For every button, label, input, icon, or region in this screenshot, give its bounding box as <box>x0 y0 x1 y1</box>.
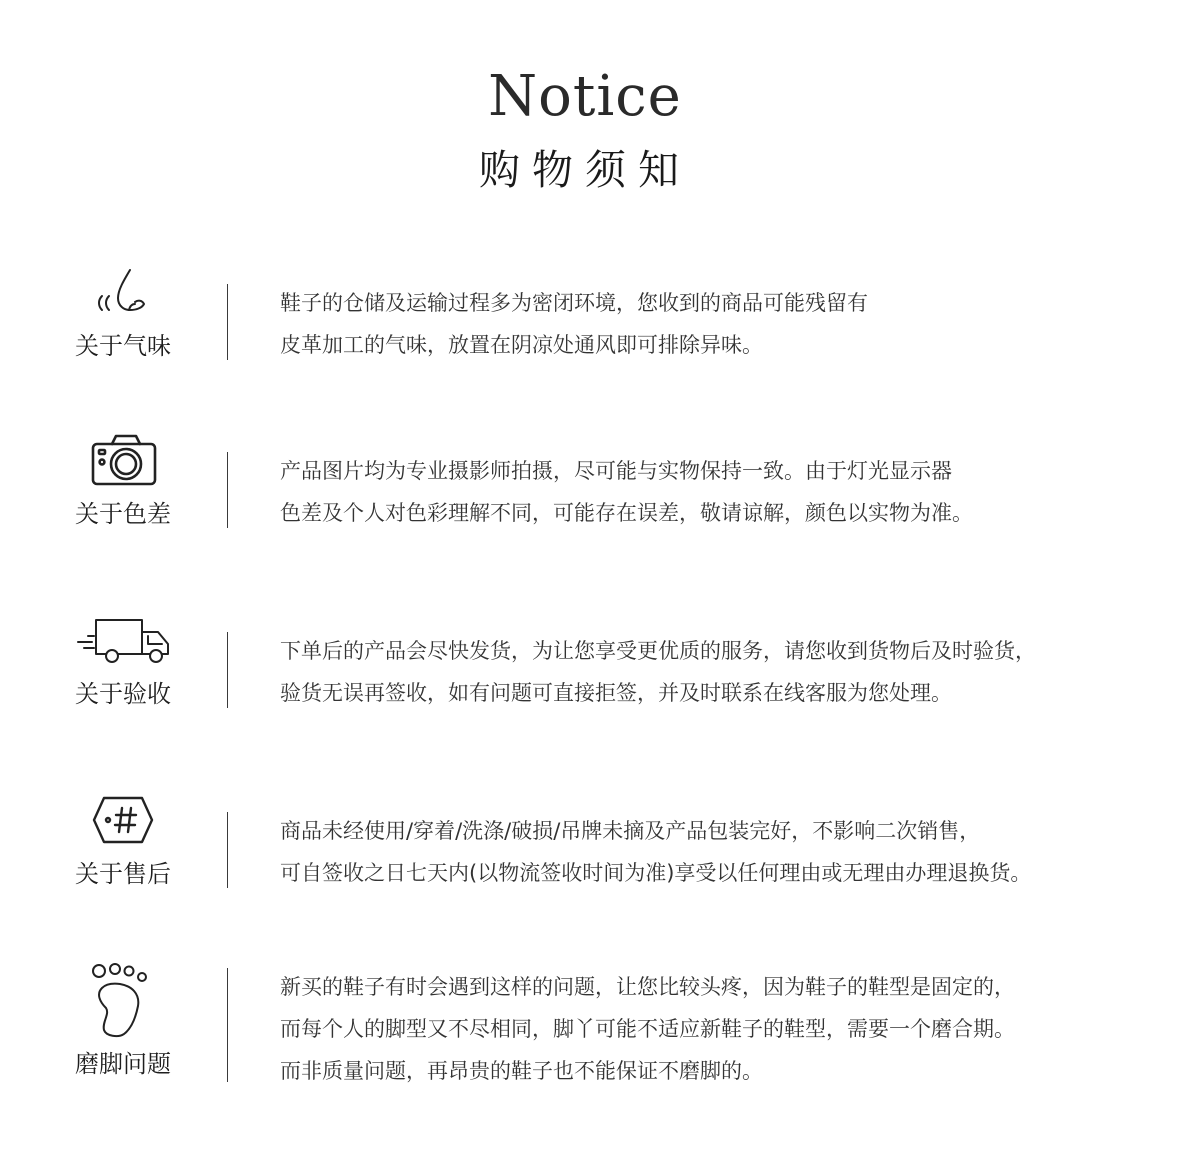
section-text-line: 产品图片均为专业摄影师拍摄，尽可能与实物保持一致。由于灯光显示器 <box>280 459 952 483</box>
section-text-line: 鞋子的仓储及运输过程多为密闭环境，您收到的商品可能残留有 <box>280 291 868 315</box>
page-title-chinese: 购物须知 <box>479 146 691 194</box>
notice-section-inspection <box>0 608 1200 718</box>
delivery-truck-icon <box>74 610 174 670</box>
footprint-icon <box>88 960 160 1040</box>
section-label: 关于售后 <box>75 860 171 888</box>
section-divider <box>227 284 228 360</box>
notice-section-smell <box>0 260 1200 370</box>
nose-smell-icon <box>88 264 160 324</box>
section-text-line: 可自签收之日七天内(以物流签收时间为准)享受以任何理由或无理由办理退换货。 <box>280 861 1032 885</box>
section-text-line: 而每个人的脚型又不尽相同，脚丫可能不适应新鞋子的鞋型，需要一个磨合期。 <box>280 1017 1015 1041</box>
section-divider <box>227 968 228 1082</box>
section-divider <box>227 452 228 528</box>
section-text-line: 新买的鞋子有时会遇到这样的问题，让您比较头疼，因为鞋子的鞋型是固定的， <box>280 975 1015 999</box>
page-title-english: Notice <box>488 64 682 129</box>
section-label: 关于气味 <box>75 332 171 360</box>
section-label: 关于验收 <box>75 680 171 708</box>
section-text-line: 商品未经使用/穿着/洗涤/破损/吊牌未摘及产品包装完好，不影响二次销售， <box>280 819 981 843</box>
section-text-line: 皮革加工的气味，放置在阴凉处通风即可排除异味。 <box>280 333 763 357</box>
camera-icon <box>88 430 160 490</box>
section-label: 磨脚问题 <box>75 1050 171 1078</box>
section-text-line: 色差及个人对色彩理解不同，可能存在误差，敬请谅解，颜色以实物为准。 <box>280 501 973 525</box>
notice-section-after-sales <box>0 788 1200 898</box>
section-text-line: 而非质量问题，再昂贵的鞋子也不能保证不磨脚的。 <box>280 1059 763 1083</box>
section-divider <box>227 632 228 708</box>
hashtag-tag-icon <box>88 790 160 850</box>
section-text-line: 下单后的产品会尽快发货，为让您享受更优质的服务，请您收到货物后及时验货， <box>280 639 1036 663</box>
notice-section-color <box>0 428 1200 538</box>
section-text-line: 验货无误再签收，如有问题可直接拒签，并及时联系在线客服为您处理。 <box>280 681 952 705</box>
notice-section-foot-rubbing <box>0 960 1200 1090</box>
section-divider <box>227 812 228 888</box>
section-label: 关于色差 <box>75 500 171 528</box>
